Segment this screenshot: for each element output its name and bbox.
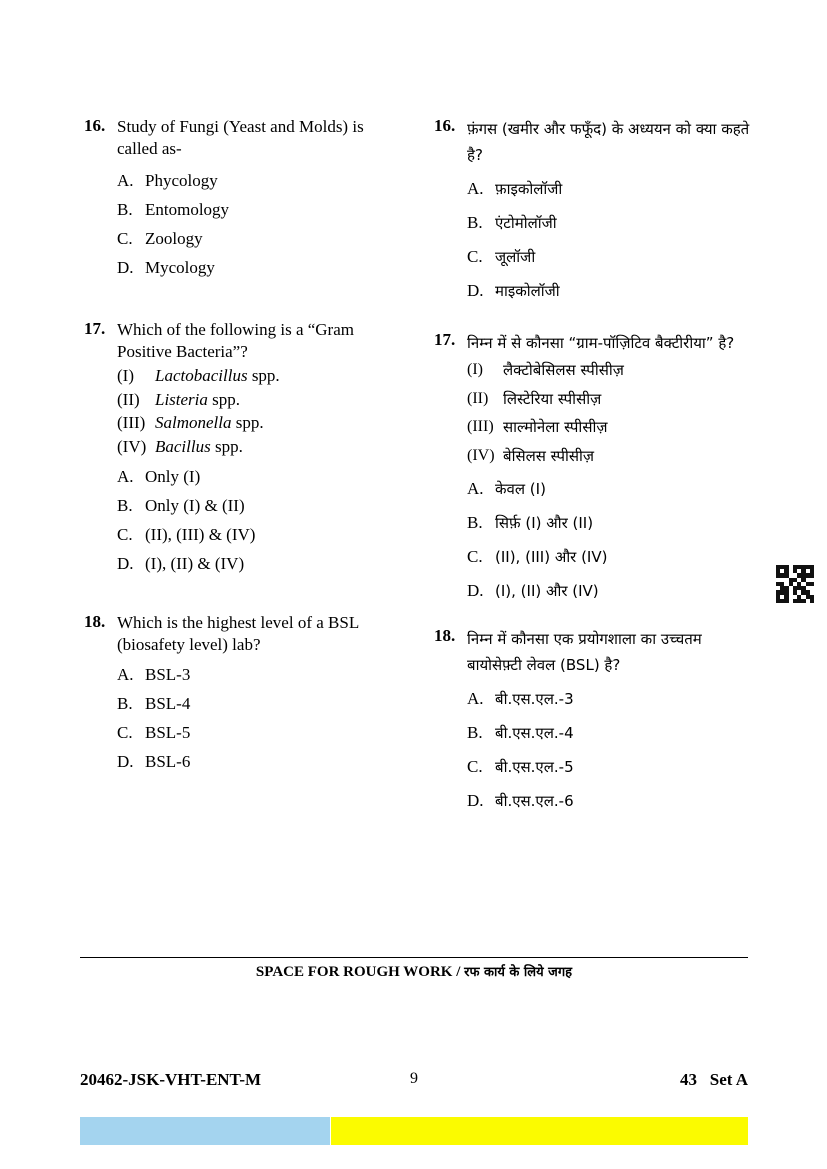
statement — [117, 435, 404, 459]
option-text: बी.एस.एल.-6 — [495, 792, 574, 810]
option-a[interactable] — [117, 660, 404, 689]
option-text: Only (I) — [145, 467, 201, 486]
option-label: A. — [467, 689, 484, 708]
option-text: केवल (I) — [495, 480, 546, 498]
option-text: सिर्फ़ (I) और (II) — [495, 514, 594, 532]
species-suffix: spp. — [231, 413, 264, 432]
statement — [467, 442, 759, 471]
option-b[interactable] — [467, 206, 759, 240]
question-number: 18. — [84, 612, 106, 631]
qr-module — [810, 599, 814, 603]
english-column — [84, 116, 404, 776]
species-name: Listeria — [155, 389, 208, 409]
option-label: D. — [467, 281, 484, 300]
option-d[interactable] — [117, 549, 404, 578]
color-bar-yellow — [331, 1117, 748, 1145]
question-text: निम्न में कौनसा एक प्रयोगशाला का उच्चतम बायोसेफ़्टी लेवल (BSL) है? — [467, 630, 702, 674]
option-text: BSL-4 — [145, 694, 191, 713]
option-text: Mycology — [145, 258, 215, 277]
statement — [117, 388, 404, 412]
option-c[interactable] — [117, 224, 404, 253]
option-text: बी.एस.एल.-4 — [495, 724, 574, 742]
option-label: A. — [117, 467, 134, 486]
statement-numeral: (IV) — [467, 446, 495, 464]
statement-numeral: (I) — [467, 361, 483, 378]
option-text: BSL-3 — [145, 665, 191, 684]
statement — [467, 356, 759, 385]
option-label: A. — [467, 179, 484, 198]
option-label: C. — [117, 525, 133, 544]
option-label: B. — [117, 200, 133, 219]
option-a[interactable] — [467, 172, 759, 206]
question-16-en — [84, 116, 404, 282]
statement-text: लिस्टेरिया स्पीसीज़ — [503, 389, 602, 408]
statement-numeral: (II) — [117, 389, 140, 409]
option-text: बी.एस.एल.-5 — [495, 758, 574, 776]
option-b[interactable] — [467, 506, 759, 540]
option-label: B. — [467, 723, 483, 742]
rough-work-divider — [80, 957, 748, 958]
species-name: Salmonella — [155, 413, 232, 432]
option-label: C. — [117, 723, 133, 742]
species-name: Bacillus — [155, 436, 211, 456]
statement — [117, 364, 404, 388]
option-text: BSL-5 — [145, 723, 191, 742]
statement — [117, 411, 404, 435]
statement-numeral: (III) — [467, 418, 494, 435]
question-text: Study of Fungi (Yeast and Molds) is called as- — [117, 117, 364, 158]
question-text: Which is the highest level of a BSL (biosafety level) lab? — [117, 613, 359, 654]
species-name: Lactobacillus — [155, 366, 248, 385]
option-b[interactable] — [117, 689, 404, 718]
option-text: Only (I) & (II) — [145, 496, 245, 515]
option-text: (I), (II) & (IV) — [145, 554, 245, 573]
option-text: माइकोलॉजी — [495, 282, 560, 300]
question-number: 16. — [84, 116, 106, 135]
option-d[interactable] — [117, 253, 404, 282]
option-label: A. — [467, 479, 484, 498]
option-b[interactable] — [117, 195, 404, 224]
option-b[interactable] — [117, 491, 404, 520]
option-text: (I), (II) और (IV) — [495, 582, 599, 600]
option-d[interactable] — [467, 274, 759, 308]
rough-work-english: SPACE FOR ROUGH WORK / — [255, 964, 465, 980]
option-c[interactable] — [467, 540, 759, 574]
question-text: Which of the following is a “Gram Positive Bacteria”? — [117, 320, 354, 361]
option-label: C. — [467, 547, 483, 566]
question-16-hi — [434, 116, 759, 308]
question-number: 17. — [84, 319, 106, 338]
species-suffix: spp. — [247, 366, 280, 385]
option-text: फ़ाइकोलॉजी — [495, 180, 563, 198]
option-label: C. — [117, 229, 133, 248]
option-text: Entomology — [145, 200, 230, 219]
option-label: B. — [117, 694, 133, 713]
hindi-column — [434, 116, 759, 818]
statement-numeral: (III) — [117, 413, 146, 432]
question-18-hi — [434, 626, 759, 818]
option-a[interactable] — [467, 682, 759, 716]
option-text: BSL-6 — [145, 752, 191, 771]
option-label: D. — [467, 791, 484, 810]
question-text: फ़ंगस (खमीर और फफूँद) के अध्ययन को क्या कहते है? — [467, 120, 750, 164]
option-c[interactable] — [117, 718, 404, 747]
question-number: 16. — [434, 116, 456, 135]
statement-numeral: (II) — [467, 389, 489, 407]
option-a[interactable] — [467, 472, 759, 506]
question-17-hi — [434, 330, 759, 608]
question-18-en — [84, 612, 404, 776]
option-label: C. — [467, 247, 483, 266]
option-d[interactable] — [117, 747, 404, 776]
qr-code — [776, 565, 814, 603]
species-suffix: spp. — [207, 389, 241, 409]
rough-work-hindi: रफ कार्य के लिये जगह — [464, 965, 573, 980]
question-text: निम्न में से कौनसा “ग्राम-पॉज़िटिव बैक्टीरीया” है? — [467, 334, 735, 352]
option-label: B. — [467, 513, 483, 532]
statement-text: बेसिलस स्पीसीज़ — [503, 446, 595, 465]
option-label: D. — [117, 554, 134, 573]
option-label: B. — [117, 496, 133, 515]
option-text: (II), (III) & (IV) — [145, 525, 256, 544]
option-label: A. — [117, 171, 134, 190]
option-text: Zoology — [145, 229, 203, 248]
option-text: Phycology — [145, 171, 218, 190]
question-number: 17. — [434, 330, 456, 349]
option-c[interactable] — [467, 240, 759, 274]
option-text: एंटोमोलॉजी — [495, 214, 557, 232]
option-label: A. — [117, 665, 134, 684]
option-label: D. — [117, 258, 134, 277]
option-c[interactable] — [467, 750, 759, 784]
statement — [467, 413, 759, 442]
option-d[interactable] — [467, 784, 759, 818]
statement-numeral: (IV) — [117, 436, 147, 456]
statement — [467, 385, 759, 414]
option-text: बी.एस.एल.-3 — [495, 690, 574, 708]
option-b[interactable] — [467, 716, 759, 750]
question-17-en — [84, 319, 404, 578]
option-c[interactable] — [117, 520, 404, 549]
option-label: D. — [467, 581, 484, 600]
statement-numeral: (I) — [117, 366, 134, 385]
option-text: जूलॉजी — [495, 248, 536, 266]
option-text: (II), (III) और (IV) — [495, 548, 608, 566]
statement-text: लैक्टोबेसिलस स्पीसीज़ — [503, 361, 624, 379]
color-bar-blue — [80, 1117, 330, 1145]
paper-code: 20462-JSK-VHT-ENT-M — [80, 1070, 262, 1089]
option-a[interactable] — [117, 462, 404, 491]
species-suffix: spp. — [210, 436, 243, 456]
rough-work-heading — [80, 962, 748, 981]
question-number: 18. — [434, 626, 456, 645]
option-label: B. — [467, 213, 483, 232]
option-d[interactable] — [467, 574, 759, 608]
option-a[interactable] — [117, 166, 404, 195]
option-label: C. — [467, 757, 483, 776]
page-number: 9 — [410, 1070, 418, 1087]
set-label: 43 Set A — [680, 1070, 748, 1089]
option-label: D. — [117, 752, 134, 771]
statement-text: साल्मोनेला स्पीसीज़ — [503, 418, 608, 436]
